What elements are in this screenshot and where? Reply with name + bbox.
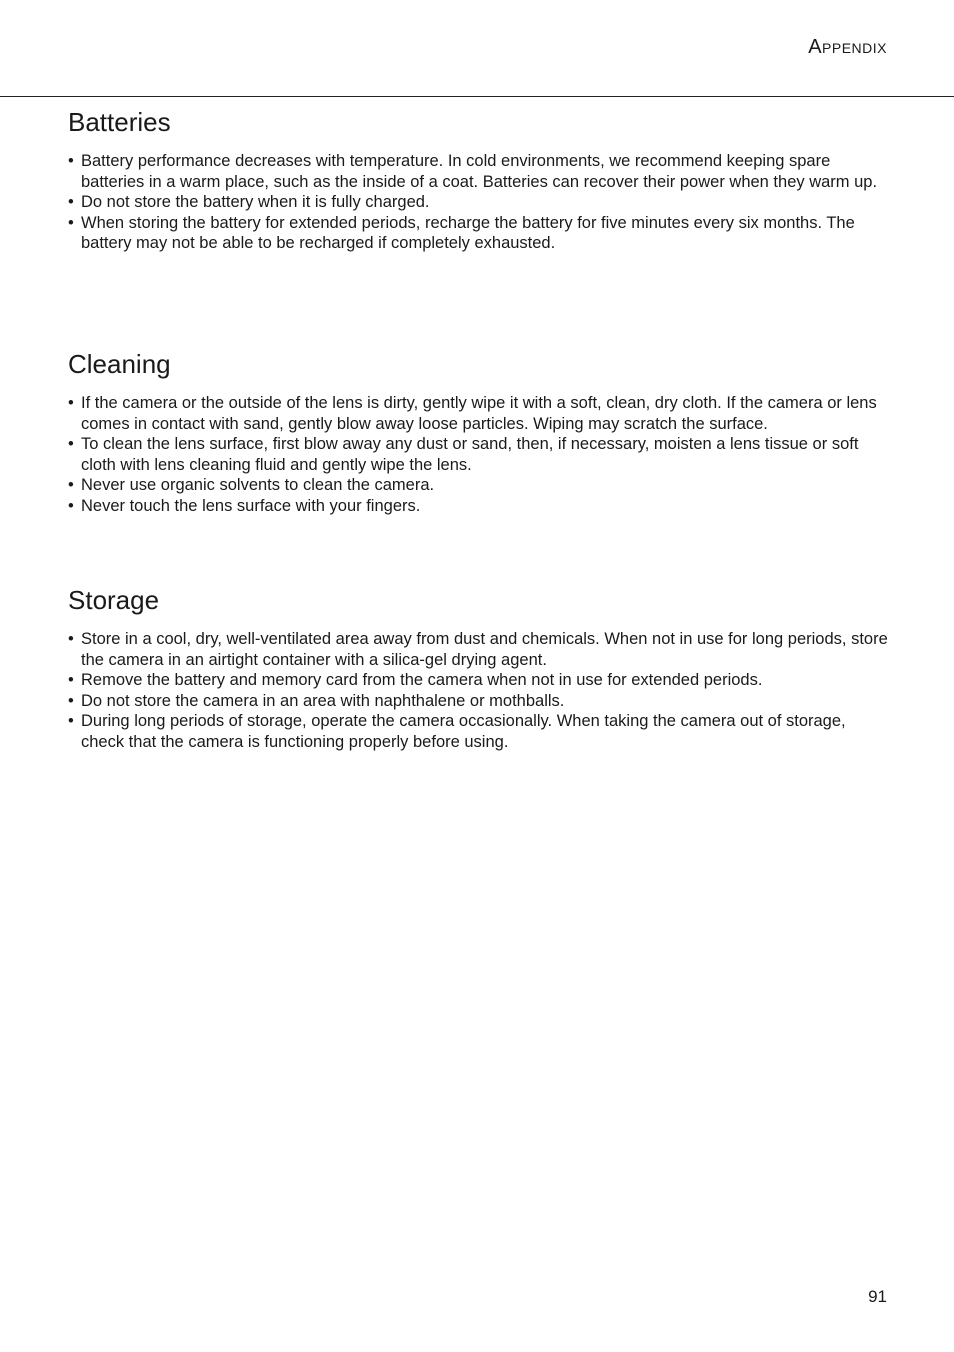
bullet-icon: •	[68, 152, 74, 170]
bullet-list	[68, 629, 890, 752]
list-item-text: To clean the lens surface, first blow away any dust or sand, then, if necessary, moisten a lens tissue or soft cloth with lens cleaning fluid and gently wipe the lens.	[81, 435, 859, 474]
list-item	[68, 434, 890, 475]
bullet-icon: •	[68, 394, 74, 412]
header-divider	[0, 96, 954, 97]
list-item-text: Store in a cool, dry, well-ventilated area away from dust and chemicals. When not in use for long periods, store the camera in an airtight container with a silica-gel drying agent.	[81, 630, 888, 669]
running-header-title: Appendix	[808, 36, 887, 58]
list-item-text: Battery performance decreases with temperature. In cold environments, we recommend keeping spare batteries in a warm place, such as the inside of a coat. Batteries can recover their power when they warm up.	[81, 152, 878, 191]
bullet-icon: •	[68, 213, 74, 232]
list-item-text: Remove the battery and memory card from the camera when not in use for extended periods.	[81, 671, 763, 689]
page-number: 91	[868, 1287, 887, 1306]
list-item	[68, 475, 890, 496]
list-item-text: When storing the battery for extended periods, recharge the battery for five minutes every six months. The battery may not be able to be recharged if completely exhausted.	[81, 213, 855, 252]
list-item	[68, 192, 890, 213]
list-item-text: Do not store the camera in an area with naphthalene or mothballs.	[81, 691, 565, 710]
section-batteries	[68, 107, 890, 254]
bullet-list	[68, 151, 890, 254]
section-title: Storage	[68, 585, 160, 615]
section-cleaning	[68, 349, 890, 516]
list-item	[68, 213, 890, 254]
bullet-icon: •	[68, 193, 74, 211]
list-item-text: Never touch the lens surface with your fingers.	[81, 496, 421, 515]
bullet-list	[68, 393, 890, 516]
bullet-icon: •	[68, 476, 74, 494]
list-item	[68, 670, 890, 691]
section-title: Batteries	[68, 107, 171, 137]
list-item-text: If the camera or the outside of the lens is dirty, gently wipe it with a soft, clean, dry cloth. If the camera or lens comes in contact with sand, gently blow away loose particles. Wiping may scratch the surface.	[81, 394, 877, 433]
bullet-icon: •	[68, 671, 74, 689]
list-item	[68, 393, 890, 434]
bullet-icon: •	[68, 691, 74, 710]
section-storage	[68, 585, 890, 752]
list-item-text: Never use organic solvents to clean the camera.	[81, 476, 435, 494]
section-title: Cleaning	[68, 349, 171, 379]
bullet-icon: •	[68, 630, 74, 648]
list-item-text: Do not store the battery when it is fully charged.	[81, 193, 430, 211]
list-item	[68, 711, 890, 752]
list-item	[68, 691, 890, 712]
list-item-text: During long periods of storage, operate the camera occasionally. When taking the camera out of storage, check that the camera is functioning properly before using.	[81, 712, 846, 751]
bullet-icon: •	[68, 712, 74, 730]
bullet-icon: •	[68, 435, 74, 453]
list-item	[68, 629, 890, 670]
list-item	[68, 496, 890, 517]
list-item	[68, 151, 890, 192]
bullet-icon: •	[68, 496, 74, 515]
